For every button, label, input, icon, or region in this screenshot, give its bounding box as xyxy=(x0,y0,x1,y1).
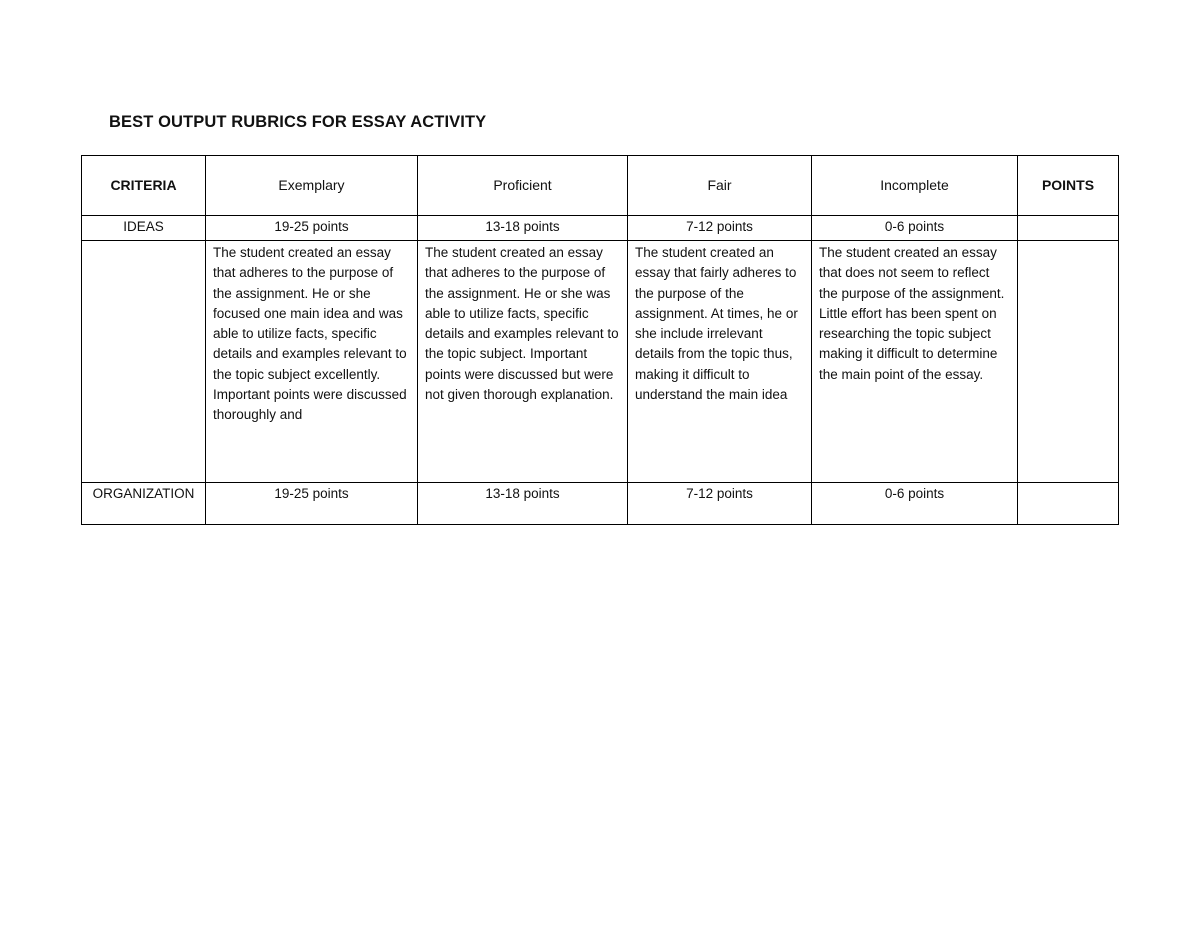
header-points: POINTS xyxy=(1018,156,1119,216)
header-proficient: Proficient xyxy=(418,156,628,216)
organization-fair-points: 7-12 points xyxy=(628,483,812,525)
header-exemplary: Exemplary xyxy=(206,156,418,216)
ideas-points-row xyxy=(82,216,1119,241)
header-incomplete: Incomplete xyxy=(812,156,1018,216)
ideas-exemplary-description: The student created an essay that adheres to the purpose of the assignment. He or she focused one main idea and was able to utilize facts, specific details and examples relevant to the topic subject excellently. Important points were discussed thoroughly and xyxy=(206,241,418,483)
ideas-description-points-cell xyxy=(1018,241,1119,483)
header-fair: Fair xyxy=(628,156,812,216)
organization-points-cell[interactable] xyxy=(1018,483,1119,525)
ideas-criteria-label: IDEAS xyxy=(82,216,206,241)
ideas-points-cell[interactable] xyxy=(1018,216,1119,241)
ideas-incomplete-description: The student created an essay that does not seem to reflect the purpose of the assignment. Little effort has been spent on researching the topic subject making it difficult to determine the main point of the essay. xyxy=(812,241,1018,483)
ideas-incomplete-points: 0-6 points xyxy=(812,216,1018,241)
ideas-fair-points: 7-12 points xyxy=(628,216,812,241)
ideas-fair-description: The student created an essay that fairly adheres to the purpose of the assignment. At times, he or she include irrelevant details from the topic thus, making it difficult to understand the main idea xyxy=(628,241,812,483)
ideas-description-blank xyxy=(82,241,206,483)
header-row xyxy=(82,156,1119,216)
ideas-description-row xyxy=(82,241,1119,483)
organization-exemplary-points: 19-25 points xyxy=(206,483,418,525)
ideas-proficient-description: The student created an essay that adheres to the purpose of the assignment. He or she was able to utilize facts, specific details and examples relevant to the topic subject. Important points were discussed but were not given thorough explanation. xyxy=(418,241,628,483)
rubric-table xyxy=(81,155,1119,525)
document-title: BEST OUTPUT RUBRICS FOR ESSAY ACTIVITY xyxy=(109,113,487,131)
organization-criteria-label: ORGANIZATION xyxy=(82,483,206,525)
header-criteria: CRITERIA xyxy=(82,156,206,216)
organization-proficient-points: 13-18 points xyxy=(418,483,628,525)
ideas-proficient-points: 13-18 points xyxy=(418,216,628,241)
organization-points-row xyxy=(82,483,1119,525)
organization-incomplete-points: 0-6 points xyxy=(812,483,1018,525)
ideas-exemplary-points: 19-25 points xyxy=(206,216,418,241)
